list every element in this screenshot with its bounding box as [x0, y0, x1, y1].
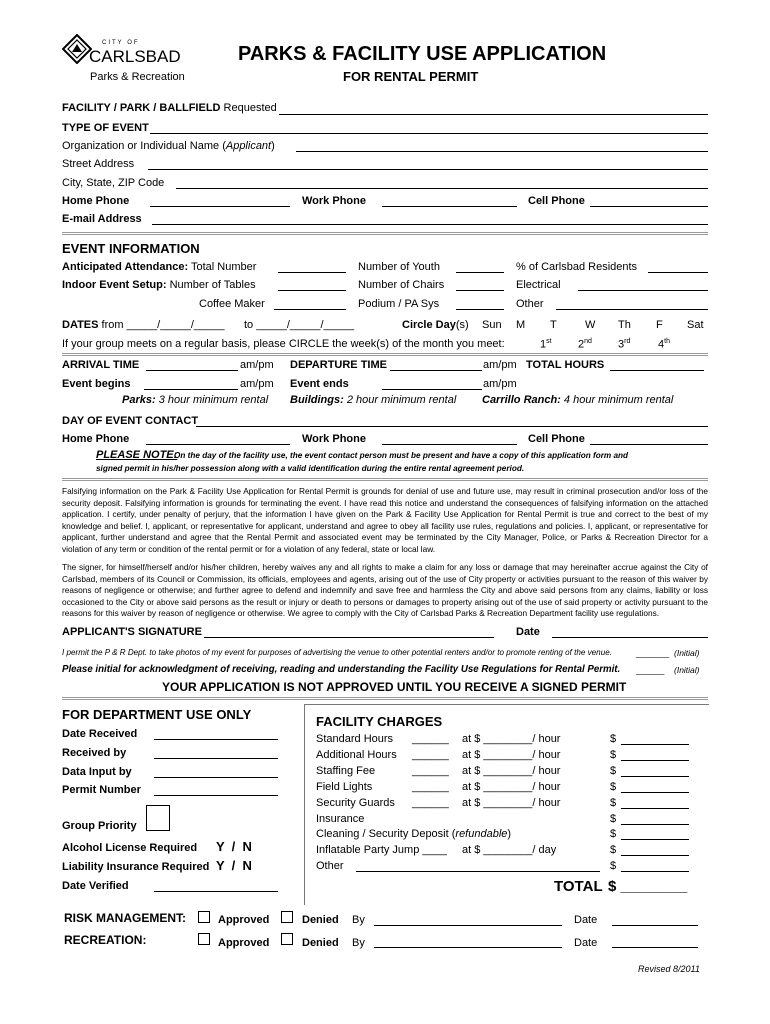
day-option-thu[interactable]: Th — [618, 319, 631, 331]
total-hours-label: TOTAL HOURS — [526, 359, 605, 371]
total-hours-field[interactable] — [610, 370, 704, 371]
number-of-youth-label: Number of Youth — [358, 261, 440, 273]
total-number-field[interactable] — [278, 272, 346, 273]
page-title: PARKS & FACILITY USE APPLICATION — [238, 43, 607, 65]
circle-day-label: Circle Day(s) — [402, 319, 469, 331]
amount-field[interactable] — [621, 808, 689, 809]
buildings-minimum: Buildings: 2 hour minimum rental — [290, 394, 457, 406]
date-received-label: Date Received — [62, 728, 138, 740]
field-lights-label: Field Lights — [316, 781, 373, 793]
recreation-approved-label: Approved — [218, 937, 270, 949]
recreation-date-label: Date — [574, 937, 598, 949]
additional-hours-qty[interactable]: ______ — [412, 749, 449, 761]
please-note-line2: signed permit in his/her possession along with a valid identification during the entire rental agreement period. — [96, 464, 525, 473]
security-guards-qty[interactable]: ______ — [412, 797, 449, 809]
city-state-zip-label: City, State, ZIP Code — [62, 177, 165, 189]
additional-hours-rate[interactable]: at $ ________/ hour — [462, 749, 561, 761]
anticipated-attendance-label: Anticipated Attendance: Total Number — [62, 261, 257, 273]
field-lights-qty[interactable]: ______ — [412, 781, 449, 793]
security-guards-label: Security Guards — [316, 797, 395, 809]
week-option-2[interactable]: 2nd — [578, 338, 592, 351]
page-subtitle: FOR RENTAL PERMIT — [343, 69, 479, 84]
event-ends-ampm: am/pm — [483, 378, 517, 390]
standard-hours-rate[interactable]: at $ ________/ hour — [462, 733, 561, 745]
not-approved-warning: YOUR APPLICATION IS NOT APPROVED UNTIL YOU RECEIVE A SIGNED PERMIT — [162, 680, 627, 694]
event-ends-field[interactable] — [382, 389, 482, 390]
day-option-tue[interactable]: T — [550, 319, 557, 331]
arrival-time-field[interactable] — [146, 370, 238, 371]
recreation-denied-checkbox[interactable] — [281, 933, 293, 945]
falsifying-notice: Falsifying information on the Park & Facility Use Application for Rental Permit is grounds for denial of use and future use, may result in criminal prosecution and/or loss of the security deposit. Falsifying information is grounds for terminating the event. I have read this notice and understand the consequences of falsifying information on the attached application. I certify, under penalty of perjury, that the information I have given on the Park & Facility Use Application for Rental Permit is true and correct to the best of my knowledge and belief. I, applicant, or representative for applicant, understand and agree to obey all facility use rules, regulations and policies. I, applicant, or representative for applicant, further understand and agree that the Rental Permit and associated event may be terminated by the City Manager, Police, or Parks & Recreation Director for a violation of any term or condition of the rental permit or for a violation of any federal, state or local law. — [62, 486, 708, 554]
work-phone-field[interactable] — [382, 206, 517, 207]
photo-initial-field[interactable]: _______ — [636, 648, 670, 658]
email-field[interactable] — [152, 224, 708, 225]
department-use-heading: FOR DEPARTMENT USE ONLY — [62, 707, 252, 722]
amount-dollar: $ — [610, 733, 617, 745]
work-phone-label: Work Phone — [302, 195, 366, 207]
departure-time-label: DEPARTURE TIME — [290, 359, 387, 371]
total-label: TOTAL — [554, 878, 603, 895]
party-jump-label[interactable]: Inflatable Party Jump ____ — [316, 844, 447, 856]
contact-work-phone-label: Work Phone — [302, 433, 366, 445]
amount-dollar: $ — [610, 749, 617, 761]
other-charge-label: Other — [316, 860, 344, 872]
arrival-time-label: ARRIVAL TIME — [62, 359, 140, 371]
group-priority-box[interactable] — [146, 805, 170, 831]
event-begins-field[interactable] — [144, 389, 238, 390]
risk-date-label: Date — [574, 914, 598, 926]
received-by-field[interactable] — [154, 758, 278, 759]
other-equipment-field[interactable] — [556, 309, 708, 310]
permit-number-field[interactable] — [154, 795, 278, 796]
group-priority-label: Group Priority — [62, 820, 137, 832]
field-lights-rate[interactable]: at $ ________/ hour — [462, 781, 561, 793]
cell-phone-field[interactable] — [590, 206, 708, 207]
insurance-label: Insurance — [316, 813, 365, 825]
street-address-label: Street Address — [62, 158, 135, 170]
coffee-maker-label: Coffee Maker — [199, 298, 265, 310]
signature-date-field[interactable] — [552, 637, 708, 638]
section-divider — [62, 478, 708, 481]
electrical-label: Electrical — [516, 279, 561, 291]
amount-dollar: $ — [610, 860, 617, 872]
applicant-name-field[interactable] — [296, 151, 708, 152]
staffing-fee-qty[interactable]: ______ — [412, 765, 449, 777]
contact-work-phone-field[interactable] — [382, 444, 517, 445]
city-state-zip-field[interactable] — [176, 188, 708, 189]
section-divider — [62, 697, 708, 700]
number-of-chairs-field[interactable] — [456, 290, 504, 291]
please-note-line1: On the day of the facility use, the event contact person must be present and have a copy of this application form and — [174, 451, 629, 460]
risk-denied-label: Denied — [302, 914, 339, 926]
recreation-denied-label: Denied — [302, 937, 339, 949]
logo-city-of: CITY OF — [102, 40, 140, 46]
amount-dollar: $ — [610, 781, 617, 793]
regulations-acknowledgment: Please initial for acknowledgment of receiving, reading and understanding the Facility Use Regulations for Rental Permit. — [62, 664, 621, 675]
event-info-heading: EVENT INFORMATION — [62, 241, 200, 256]
section-divider — [62, 353, 708, 356]
amount-field[interactable] — [621, 839, 689, 840]
dates-from-field[interactable]: DATES from _____/_____/_____ — [62, 319, 225, 331]
amount-dollar: $ — [610, 828, 617, 840]
city-logo — [62, 34, 212, 84]
street-address-field[interactable] — [148, 169, 708, 170]
carlsbad-residents-field[interactable] — [648, 272, 708, 273]
data-input-by-field[interactable] — [154, 777, 278, 778]
amount-field[interactable] — [621, 792, 689, 793]
amount-dollar: $ — [610, 844, 617, 856]
event-contact-label: DAY OF EVENT CONTACT — [62, 415, 199, 427]
carlsbad-residents-label: % of Carlsbad Residents — [516, 261, 638, 273]
amount-dollar: $ — [610, 813, 617, 825]
standard-hours-qty[interactable]: ______ — [412, 733, 449, 745]
regulations-initial-label: (Initial) — [674, 665, 700, 675]
contact-cell-phone-label: Cell Phone — [528, 433, 585, 445]
amount-field[interactable] — [621, 760, 689, 761]
event-contact-field[interactable] — [196, 426, 708, 427]
liability-yes-no[interactable]: Y / N — [216, 858, 252, 873]
other-equipment-label: Other — [516, 298, 544, 310]
number-of-tables-field[interactable] — [278, 290, 346, 291]
contact-cell-phone-field[interactable] — [590, 444, 708, 445]
recreation-label: RECREATION: — [64, 933, 147, 947]
data-input-by-label: Data Input by — [62, 766, 132, 778]
logo-department: Parks & Recreation — [90, 71, 185, 83]
day-option-wed[interactable]: W — [585, 319, 596, 331]
event-begins-label: Event begins — [62, 378, 131, 390]
event-ends-label: Event ends — [290, 378, 349, 390]
parks-minimum: Parks: 3 hour minimum rental — [122, 394, 269, 406]
amount-dollar: $ — [610, 765, 617, 777]
risk-by-label: By — [352, 914, 365, 926]
facility-charges-heading: FACILITY CHARGES — [316, 714, 443, 729]
party-jump-rate[interactable]: at $ ________/ day — [462, 844, 557, 856]
carrillo-ranch-minimum: Carrillo Ranch: 4 hour minimum rental — [482, 394, 674, 406]
date-verified-field[interactable] — [154, 891, 278, 892]
staffing-fee-rate[interactable]: at $ ________/ hour — [462, 765, 561, 777]
please-note-label: PLEASE NOTE: — [96, 449, 178, 461]
cell-phone-label: Cell Phone — [528, 195, 585, 207]
recreation-date-field[interactable] — [612, 947, 698, 948]
day-option-sat[interactable]: Sat — [687, 319, 704, 331]
amount-field[interactable] — [621, 824, 689, 825]
photo-permission-text: I permit the P & R Dept. to take photos of my event for purposes of advertising the venue to other potential renters and/or to promote renting of the venue. — [62, 648, 612, 657]
date-verified-label: Date Verified — [62, 880, 129, 892]
risk-by-field[interactable] — [374, 925, 562, 926]
logo-city-name: CARLSBAD — [89, 47, 181, 66]
total-amount-field[interactable]: $ ________ — [608, 878, 688, 895]
waiver-notice: The signer, for himself/herself and/or his/her children, hereby waives any and all rights to make a claim for any loss or damage that may hereinafter accrue against the City of Carlsbad, members of its Council or Commission, its officials, employees and agents, arising out of the use of City property or activities pursuant to the reason of this waiver by reasons of negligence or otherwise; and further agree to defend and indemnify and save free and harmless the City and above said persons from any claims, liability or loss occasioned to the City or above said persons as the result or injury or death to persons or damages to property arising out of the use of said property or activity pursuant to the reasons for this waiver by reason of negligence or otherwise. We agree to comply with the City of Carlsbad Parks & Recreation Department facility use regulations. — [62, 562, 708, 619]
date-received-field[interactable] — [154, 739, 278, 740]
coffee-maker-field[interactable] — [274, 309, 346, 310]
arrival-ampm: am/pm — [240, 359, 274, 371]
alcohol-yes-no[interactable]: Y / N — [216, 839, 252, 854]
week-option-4[interactable]: 4th — [658, 338, 670, 351]
regular-basis-text: If your group meets on a regular basis, please CIRCLE the week(s) of the month you meet: — [62, 338, 505, 350]
regulations-initial-field[interactable]: ______ — [636, 665, 665, 675]
number-of-chairs-label: Number of Chairs — [358, 279, 445, 291]
additional-hours-label: Additional Hours — [316, 749, 397, 761]
week-option-1[interactable]: 1st — [540, 338, 552, 351]
facility-label: FACILITY / PARK / BALLFIELD Requested — [62, 102, 277, 114]
risk-approved-label: Approved — [218, 914, 270, 926]
contact-home-phone-label: Home Phone — [62, 433, 130, 445]
amount-field[interactable] — [621, 871, 689, 872]
podium-field[interactable] — [456, 309, 504, 310]
alcohol-license-label: Alcohol License Required — [62, 842, 198, 854]
podium-label: Podium / PA Sys — [358, 298, 440, 310]
applicant-signature-field[interactable] — [204, 637, 494, 638]
staffing-fee-label: Staffing Fee — [316, 765, 376, 777]
type-of-event-label: TYPE OF EVENT — [62, 122, 149, 134]
deposit-label: Cleaning / Security Deposit (refundable) — [316, 828, 512, 840]
event-begins-ampm: am/pm — [240, 378, 274, 390]
recreation-by-field[interactable] — [374, 947, 562, 948]
risk-date-field[interactable] — [612, 925, 698, 926]
other-charge-field[interactable] — [356, 871, 600, 872]
signature-date-label: Date — [516, 626, 540, 638]
received-by-label: Received by — [62, 747, 127, 759]
revision-date: Revised 8/2011 — [638, 964, 700, 974]
day-option-fri[interactable]: F — [656, 319, 663, 331]
departure-time-field[interactable] — [390, 370, 482, 371]
applicant-signature-label: APPLICANT'S SIGNATURE — [62, 626, 202, 638]
amount-field[interactable] — [621, 855, 689, 856]
permit-number-label: Permit Number — [62, 784, 141, 796]
amount-dollar: $ — [610, 797, 617, 809]
risk-management-label: RISK MANAGEMENT: — [64, 911, 186, 925]
week-option-3[interactable]: 3rd — [618, 338, 631, 351]
amount-field[interactable] — [621, 744, 689, 745]
contact-home-phone-field[interactable] — [146, 444, 290, 445]
photo-initial-label: (Initial) — [674, 648, 700, 658]
amount-field[interactable] — [621, 776, 689, 777]
facility-field[interactable] — [279, 114, 708, 115]
day-option-sun[interactable]: Sun — [482, 319, 502, 331]
standard-hours-label: Standard Hours — [316, 733, 394, 745]
risk-denied-checkbox[interactable] — [281, 911, 293, 923]
day-option-mon[interactable]: M — [516, 319, 526, 331]
departure-ampm: am/pm — [483, 359, 517, 371]
email-label: E-mail Address — [62, 213, 142, 225]
liability-insurance-label: Liability Insurance Required — [62, 861, 210, 873]
dates-to-field[interactable]: to _____/_____/_____ — [244, 319, 355, 331]
number-of-youth-field[interactable] — [456, 272, 504, 273]
applicant-name-label: Organization or Individual Name (Applicant) — [62, 140, 275, 152]
security-guards-rate[interactable]: at $ ________/ hour — [462, 797, 561, 809]
recreation-by-label: By — [352, 937, 365, 949]
recreation-approved-checkbox[interactable] — [198, 933, 210, 945]
electrical-field[interactable] — [578, 290, 708, 291]
home-phone-field[interactable] — [150, 206, 290, 207]
section-divider — [62, 232, 708, 235]
home-phone-label: Home Phone — [62, 195, 130, 207]
risk-approved-checkbox[interactable] — [198, 911, 210, 923]
type-of-event-field[interactable] — [150, 133, 708, 134]
carlsbad-emblem-icon — [62, 34, 92, 64]
indoor-setup-label: Indoor Event Setup: Number of Tables — [62, 279, 256, 291]
